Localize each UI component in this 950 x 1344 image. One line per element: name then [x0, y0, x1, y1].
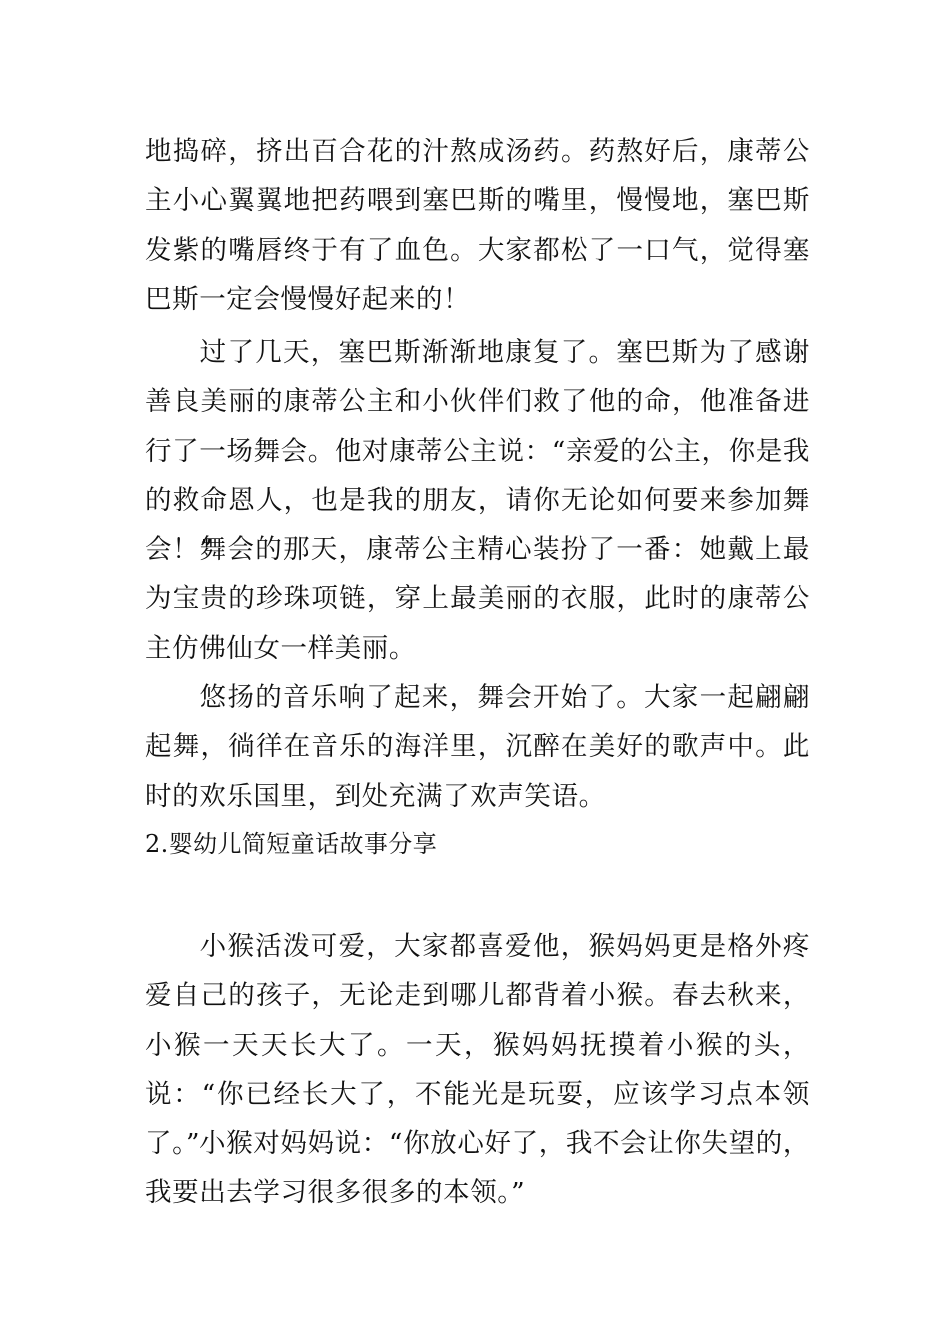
paragraph-text: 舞会的那天，康蒂公主精心装扮了一番：她戴上最为宝贵的珍珠项链，穿上最美丽的衣服，此时的康蒂公主仿佛仙女一样美丽。: [145, 534, 810, 664]
paragraph: [145, 1119, 810, 1218]
paragraph-continued: [145, 127, 810, 324]
paragraph-text: 悠扬的音乐响了起来，舞会开始了。大家一起翩翩起舞，徜徉在音乐的海洋里，沉醉在美好的歌声中。此时的欢乐国里，到处充满了欢声笑语。: [145, 682, 810, 812]
paragraph: [145, 525, 810, 673]
paragraph-text: 地捣碎，挤出百合花的汁熬成汤药。药熬好后，康蒂公主小心翼翼地把药喂到塞巴斯的嘴里，慢慢地，塞巴斯发紫的嘴唇终于有了血色。大家都松了一口气，觉得塞巴斯一定会慢慢好起来的！: [145, 136, 810, 315]
paragraph-text: 小猴对妈妈说：“你放心好了，我不会让你失望的，我要出去学习很多很多的本领。”: [145, 1128, 810, 1209]
section-heading: 2.婴幼儿简短童话故事分享: [145, 830, 438, 858]
paragraph-text: 小猴活泼可爱，大家都喜爱他，猴妈妈更是格外疼爱自己的孩子，无论走到哪儿都背着小猴。春去秋来，小猴一天天长大了。一天，猴妈妈抚摸着小猴的头，说：“你已经长大了，不能光是玩耍，应该学习点本领了。”: [145, 931, 810, 1160]
paragraph: [145, 673, 810, 821]
paragraph-text: 过了几天，塞巴斯渐渐地康复了。塞巴斯为了感谢善良美丽的康蒂公主和小伙伴们救了他的命，他准备进行了一场舞会。他对康蒂公主说：“亲爱的公主，你是我的救命恩人，也是我的朋友，请你无论如何要来参加舞会！”: [145, 337, 810, 566]
